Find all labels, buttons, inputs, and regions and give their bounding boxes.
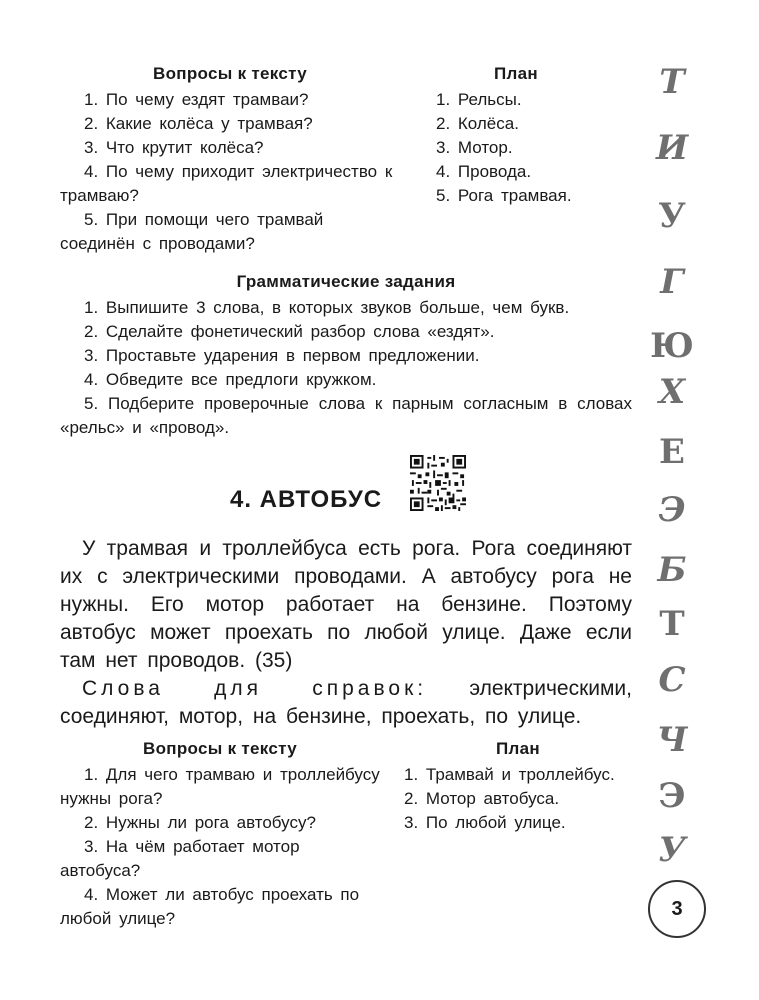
plan-item: 3. Мотор. [436,138,513,157]
question-item: 2. Какие колёса у трамвая? [84,114,313,133]
grammar-block [60,270,632,440]
question-item: 3. На чём работает мотор автобуса? [60,837,300,880]
reference-words [60,675,632,731]
grammar-item: 2. Сделайте фонетический разбор слова «ездят». [84,322,495,341]
margin-letter: С [658,660,686,700]
reference-list: : электрическими, соединяют, мотор, на бензине, проехать, по улице. [60,677,632,728]
grammar-item: 4. Обведите все предлоги кружком. [84,370,377,389]
question-item: 1. Для чего трамваю и троллейбусу нужны рога? [60,765,380,808]
plan-item: 3. По любой улице. [404,813,566,832]
plan-item: 1. Трамвай и троллейбус. [404,765,615,784]
question-item: 4. Может ли автобус проехать по любой улице? [60,885,360,928]
questions-block-2 [60,737,380,931]
margin-letter: Г [660,262,684,302]
reference-label: Слова для справок [82,677,418,700]
question-item: 5. При помощи чего трамвай соединён с проводами? [60,210,324,253]
qr-code-icon [410,455,466,511]
questions-block-1 [60,62,400,256]
plan-block-2 [404,737,636,835]
plan-heading-1: План [494,64,538,83]
grammar-item: 5. Подберите проверочные слова к парным согласным в словах «рельс» и «провод». [60,394,632,437]
margin-letter: Б [657,550,687,590]
grammar-item: 3. Проставьте ударения в первом предложении. [84,346,480,365]
plan-heading-2: План [496,739,540,758]
plan-block-1 [436,62,626,208]
margin-letter: И [655,128,689,168]
plan-item: 1. Рельсы. [436,90,522,109]
question-item: 1. По чему ездят трамваи? [84,90,309,109]
questions-heading-2: Вопросы к тексту [143,739,297,758]
grammar-item: 1. Выпишите 3 слова, в которых звуков больше, чем букв. [84,298,570,317]
margin-letter: Т [659,62,685,102]
question-item: 3. Что крутит колёса? [84,138,264,157]
page-number: 3 [648,880,706,938]
margin-letter: Т [659,604,685,644]
margin-letter: Х [658,372,686,412]
question-item: 2. Нужны ли рога автобусу? [84,813,316,832]
margin-letter: У [658,830,686,870]
margin-letter: Е [659,432,685,472]
story-text-block [60,535,632,731]
question-item: 4. По чему приходит электричество к трамваю? [60,162,393,205]
grammar-heading: Грамматические задания [236,272,456,291]
margin-letter: Ю [650,326,694,366]
margin-letter: Ч [656,720,688,760]
plan-item: 2. Колёса. [436,114,519,133]
story-title: 4. АВТОБУС [230,486,383,513]
story-paragraph: У трамвая и троллейбуса есть рога. Рога соединяют их с электрическими проводами. А автобусу рога не нужны. Его мотор работает на бензине. Поэтому автобус может проехать по любой улице. Даже если там нет проводов. (35) [60,537,632,672]
plan-item: 5. Рога трамвая. [436,186,572,205]
plan-item: 2. Мотор автобуса. [404,789,560,808]
questions-heading-1: Вопросы к тексту [153,64,307,83]
margin-letter: Э [658,490,686,530]
margin-letter: Э [658,776,686,816]
plan-item: 4. Провода. [436,162,532,181]
margin-letter: У [658,196,686,236]
